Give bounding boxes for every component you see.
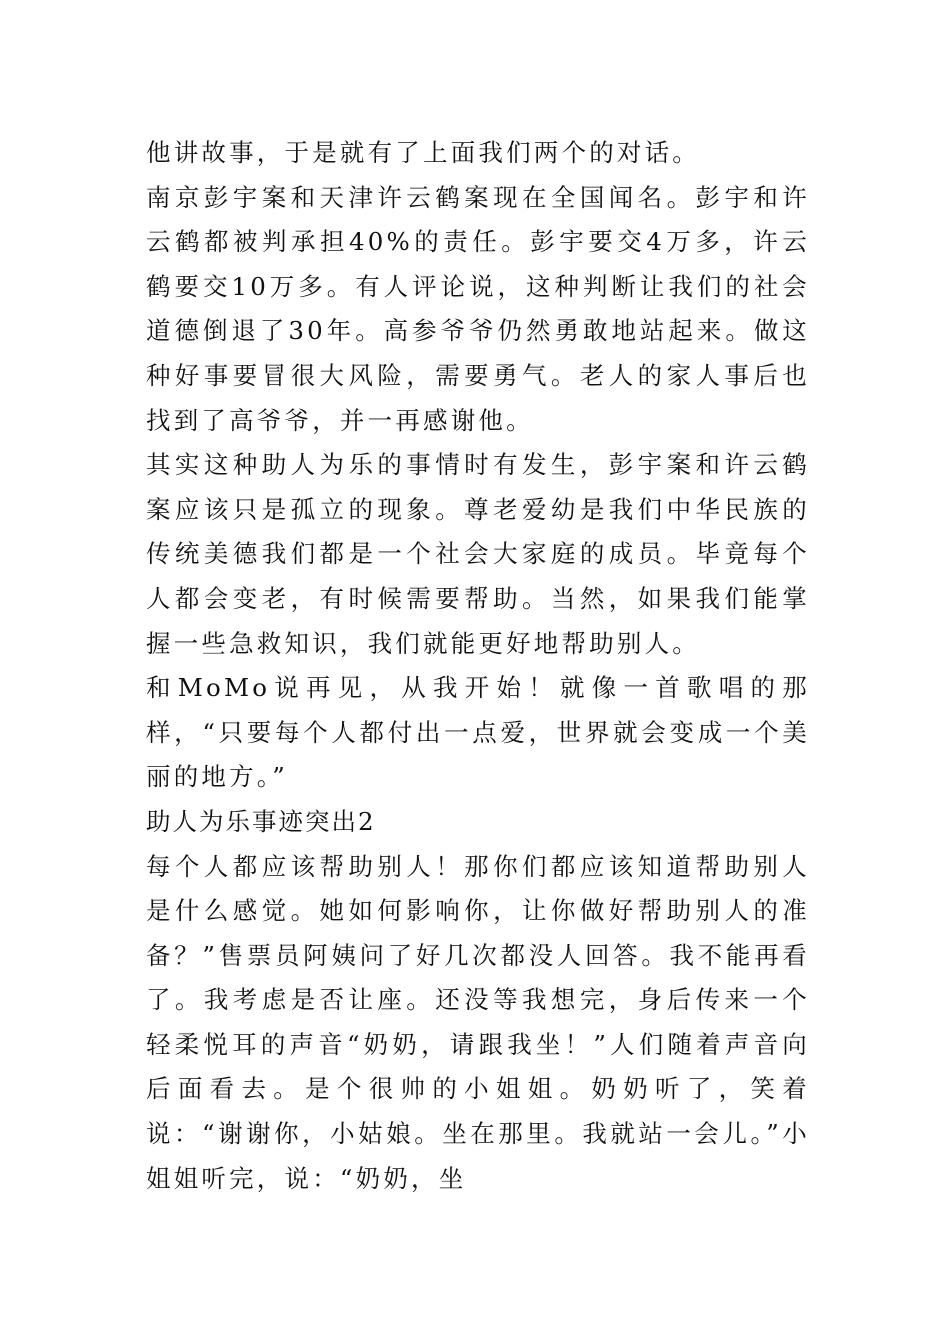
paragraph-4: 和MoMo说再见，从我开始！就像一首歌唱的那样，“只要每个人都付出一点爱，世界就会变成一个美丽的地方。” — [146, 673, 810, 792]
section-paragraph-1: 每个人都应该帮助别人！那你们都应该知道帮助别人是什么感觉。她如何影响你，让你做好帮助别人的准备？”售票员阿姨问了好几次都没人回答。我不能再看了。我考虑是否让座。还没等我想完，身后传来一个轻柔悦耳的声音“奶奶，请跟我坐！”人们随着声音向后面看去。是个很帅的小姐姐。奶奶听了，笑着说：“谢谢你，小姑娘。坐在那里。我就站一会儿。”小姐姐听完，说：“奶奶，坐 — [146, 851, 810, 1193]
paragraph-2: 南京彭宇案和天津许云鹤案现在全国闻名。彭宇和许云鹤都被判承担40%的责任。彭宇要交4万多，许云鹤要交10万多。有人评论说，这种判断让我们的社会道德倒退了30年。高参爷爷仍然勇敢地站起来。做这种好事要冒很大风险，需要勇气。老人的家人事后也找到了高爷爷，并一再感谢他。 — [146, 182, 810, 435]
paragraph-3: 其实这种助人为乐的事情时有发生，彭宇案和许云鹤案应该只是孤立的现象。尊老爱幼是我们中华民族的传统美德我们都是一个社会大家庭的成员。毕竟每个人都会变老，有时候需要帮助。当然，如果我们能掌握一些急救知识，我们就能更好地帮助别人。 — [146, 450, 810, 658]
document-body — [146, 131, 810, 1201]
section-title: 助人为乐事迹突出2 — [146, 806, 376, 836]
paragraph-1: 他讲故事，于是就有了上面我们两个的对话。 — [146, 138, 700, 167]
